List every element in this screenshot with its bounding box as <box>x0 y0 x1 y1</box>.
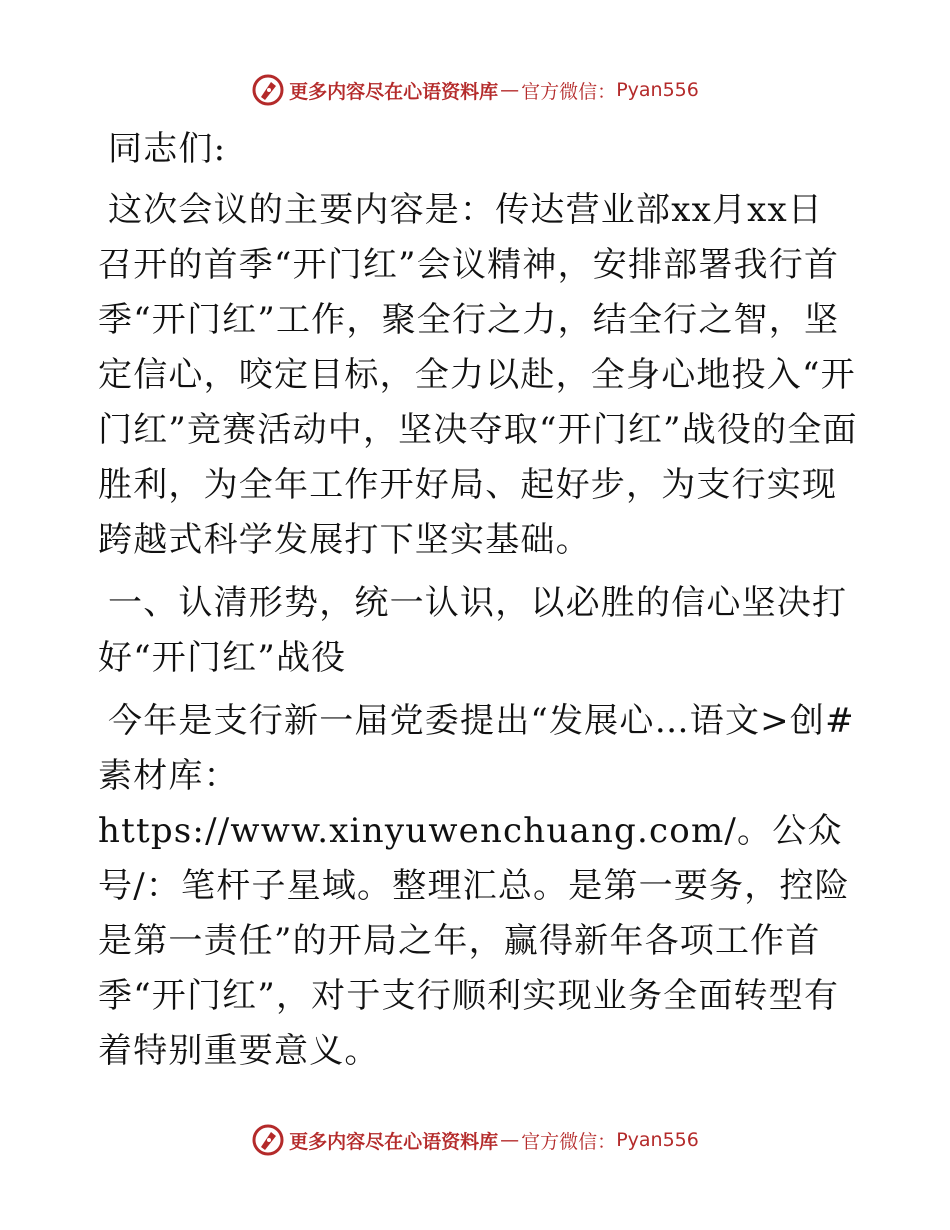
wechat-id: Pyan556 <box>616 79 699 101</box>
wechat-label: 官方微信： <box>521 80 617 103</box>
banner-separator: — <box>500 79 520 101</box>
salutation: 同志们: <box>108 129 227 169</box>
paragraph-intro: 这次会议的主要内容是：传达营业部xx月xx日召开的首季“开门红”会议精神，安排部署我行首季“开门红”工作，聚全行之力，结全行之智，坚定信心，咬定目标，全力以赴，全身心地投入“开门红”竞赛活动中，坚决夺取“开门红”战役的全面胜利，为全年工作开好局、起好步，为支行实现跨越式科学发展打下坚实基础。 <box>98 190 858 560</box>
document-body <box>98 122 858 1087</box>
paragraph-situation: 今年是支行新一届党委提出“发展心…语文>创#素材库：https://www.xinyuwenchuang.com/。公众号/：笔杆子星域。整理汇总。是第一要务，控险是第一责任”的开局之年，赢得新年各项工作首季“开门红”，对于支行顺利实现业务全面转型有着特别重要意义。 <box>98 701 855 1071</box>
section-heading: 一、认清形势，统一认识，以必胜的信心坚决打好“开门红”战役 <box>98 583 848 678</box>
pen-nib-logo-icon <box>251 1123 285 1157</box>
header-banner <box>0 70 950 110</box>
wechat-label: 官方微信： <box>521 1130 617 1153</box>
wechat-id: Pyan556 <box>616 1129 699 1151</box>
banner-separator: — <box>500 1129 520 1151</box>
banner-text: 更多内容尽在心语资料库 <box>289 80 499 103</box>
footer-banner <box>0 1120 950 1160</box>
pen-nib-logo-icon <box>251 73 285 107</box>
banner-text: 更多内容尽在心语资料库 <box>289 1130 499 1153</box>
